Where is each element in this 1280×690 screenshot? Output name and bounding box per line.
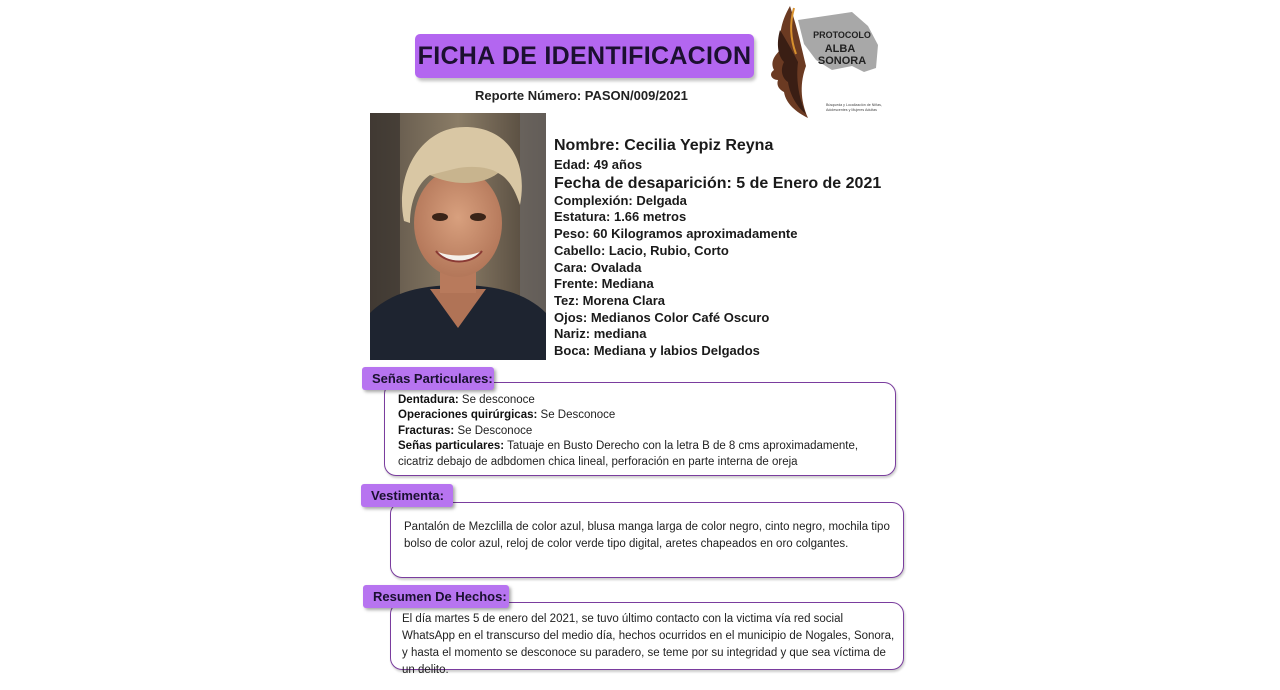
fracturas-value: Se Desconoce bbox=[454, 424, 533, 437]
fracturas-label: Fracturas: bbox=[398, 424, 455, 437]
detail-nose: Nariz: mediana bbox=[554, 326, 647, 342]
detail-mouth: Boca: Mediana y labios Delgados bbox=[554, 343, 760, 359]
senas-fracturas bbox=[398, 424, 888, 439]
logo-subtitle1: Búsqueda y Localización de Niñas, bbox=[826, 103, 882, 107]
detail-weight: Peso: 60 Kilogramos aproximadamente bbox=[554, 226, 798, 242]
vestimenta-panel bbox=[390, 502, 904, 578]
detail-build: Complexión: Delgada bbox=[554, 192, 687, 208]
detail-height: Estatura: 1.66 metros bbox=[554, 209, 687, 225]
dentadura-value: Se desconoce bbox=[458, 394, 535, 406]
hechos-tab: Resumen De Hechos: bbox=[363, 585, 509, 608]
operaciones-label: Operaciones quirúrgicas: bbox=[398, 409, 538, 422]
senas-content bbox=[398, 393, 888, 470]
detail-name: Nombre: Cecilia Yepiz Reyna bbox=[554, 137, 774, 154]
detail-face: Cara: Ovalada bbox=[554, 259, 642, 275]
particulares-label: Señas particulares: bbox=[398, 440, 505, 453]
report-number: Reporte Número: PASON/009/2021 bbox=[475, 88, 688, 103]
vestimenta-tab: Vestimenta: bbox=[361, 484, 453, 507]
logo-line2: ALBA bbox=[824, 43, 856, 55]
senas-tab: Señas Particulares: bbox=[362, 367, 494, 390]
logo-line1: PROTOCOLO bbox=[813, 30, 871, 40]
dentadura-label: Dentadura: bbox=[398, 394, 459, 406]
title-banner bbox=[415, 34, 754, 78]
particulares-value: Tatuaje en Busto Derecho con la letra B de 8 cms aproximadamente, cicatriz debajo de adbdomen chica lineal, perforación en parte interna de oreja bbox=[398, 440, 859, 468]
person-photo bbox=[370, 113, 546, 360]
person-details bbox=[554, 136, 974, 360]
senas-panel bbox=[384, 382, 896, 476]
hechos-panel bbox=[390, 602, 904, 676]
logo-line3: SONORA bbox=[817, 55, 867, 67]
senas-dentadura bbox=[398, 393, 888, 408]
detail-skin: Tez: Morena Clara bbox=[554, 292, 666, 308]
detail-disappearance-date: Fecha de desaparición: 5 de Enero de 2021 bbox=[554, 174, 882, 192]
detail-hair: Cabello: Lacio, Rubio, Corto bbox=[554, 242, 729, 258]
senas-particulares bbox=[398, 439, 888, 470]
logo-graphic bbox=[760, 0, 890, 125]
operaciones-value: Se Desconoce bbox=[537, 409, 616, 422]
senas-operaciones bbox=[398, 408, 888, 423]
hechos-text: El día martes 5 de enero del 2021, se tuvo último contacto con la victima vía red social WhatsApp en el transcurso del medio día, hechos ocurridos en el municipio de Nogales, Sonora, y hasta el momento se desconoce su paradero, se teme por su integridad y que sea víctima de un delito. bbox=[402, 613, 895, 676]
protocolo-alba-logo bbox=[760, 0, 890, 125]
logo-subtitle2: Adolescentes y Mujeres Adultas bbox=[826, 108, 877, 112]
detail-age: Edad: 49 años bbox=[554, 157, 643, 172]
page-title: FICHA DE IDENTIFICACION bbox=[417, 41, 752, 70]
vestimenta-text: Pantalón de Mezclilla de color azul, blusa manga larga de color negro, cinto negro, mochila tipo bolso de color azul, reloj de color verde tipo digital, aretes chapeados en oro colgantes. bbox=[404, 521, 890, 550]
detail-eyes: Ojos: Medianos Color Café Oscuro bbox=[554, 309, 770, 325]
detail-forehead: Frente: Mediana bbox=[554, 276, 654, 292]
